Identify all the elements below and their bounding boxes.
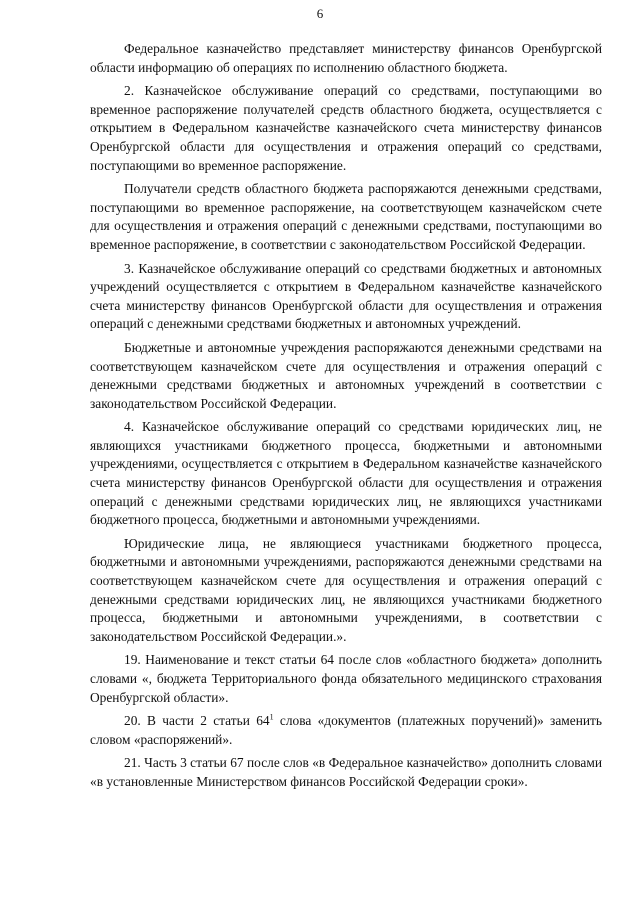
paragraph-recipients: Получатели средств областного бюджета распоряжаются денежными средствами, поступающими во временное распоряжение, на соответствующем казначейском счете для осуществления и отражения операций с денежными средствами, поступающими во временное распоряжение, в соответствии с законодательством Российской Федерации.: [90, 181, 602, 252]
paragraph-item-19: 19. Наименование и текст статьи 64 после слов «областного бюджета» дополнить словами «, бюджета Территориального фонда обязательного медицинского страхования Оренбургской области».: [90, 652, 602, 705]
paragraph-institutions: Бюджетные и автономные учреждения распоряжаются денежными средствами на соответствующем казначейском счете для осуществления и отражения операций с денежными средствами бюджетных и автономных учреждений в соответствии с законодательством Российской Федерации.: [90, 339, 602, 411]
paragraph-item-20-end: слова «документов (платежных поручений)» заменить словом «распоряжений».: [90, 713, 602, 747]
paragraph-legal-entities: Юридические лица, не являющиеся участниками бюджетного процесса, бюджетными и автономными учреждениями, распоряжаются денежными средствами на соответствующем казначейском счете для осуществления и отражения операций с денежными средствами юридических лиц, не являющихся участниками бюджетного процесса, бюджетными и автономными учреждениями, в соответствии с законодательством Российской Федерации.».: [90, 535, 602, 644]
paragraph-item-20: [90, 712, 602, 749]
paragraph-item-4: 4. Казначейское обслуживание операций со средствами юридических лиц, не являющихся участниками бюджетного процесса, бюджетными и автономными учреждениями, осуществляется с открытием в Федеральном казначействе казначейского счета министерству финансов Оренбургской области для осуществления и отражения операций с денежными средствами юридических лиц, не являющихся участниками бюджетного процесса, бюджетными и автономными учреждениями.: [90, 419, 602, 528]
paragraph-item-21: 21. Часть 3 статьи 67 после слов «в Федеральное казначейство» дополнить словами «в установленные Министерством финансов Российской Федерации сроки».: [90, 755, 602, 789]
document-body: [90, 40, 602, 797]
paragraph-treasury-info: Федеральное казначейство представляет министерству финансов Оренбургской области информацию об операциях по исполнению областного бюджета.: [90, 41, 602, 75]
article-superscript: 1: [269, 712, 274, 722]
paragraph-item-20-start: 20. В части 2 статьи 64: [124, 713, 270, 729]
page-number: 6: [316, 6, 324, 21]
paragraph-item-3: 3. Казначейское обслуживание операций со средствами бюджетных и автономных учреждений осуществляется с открытием в Федеральном казначействе казначейского счета министерству финансов Оренбургской области для осуществления и отражения операций с денежными средствами бюджетных и автономных учреждений.: [90, 260, 602, 332]
paragraph-item-2: 2. Казначейское обслуживание операций со средствами, поступающими во временное распоряжение получателей средств областного бюджета, осуществляется с открытием в Федеральном казначействе казначейского счета министерству финансов Оренбургской области для осуществления и отражения операций со средствами, поступающими во временное распоряжение.: [90, 83, 602, 173]
